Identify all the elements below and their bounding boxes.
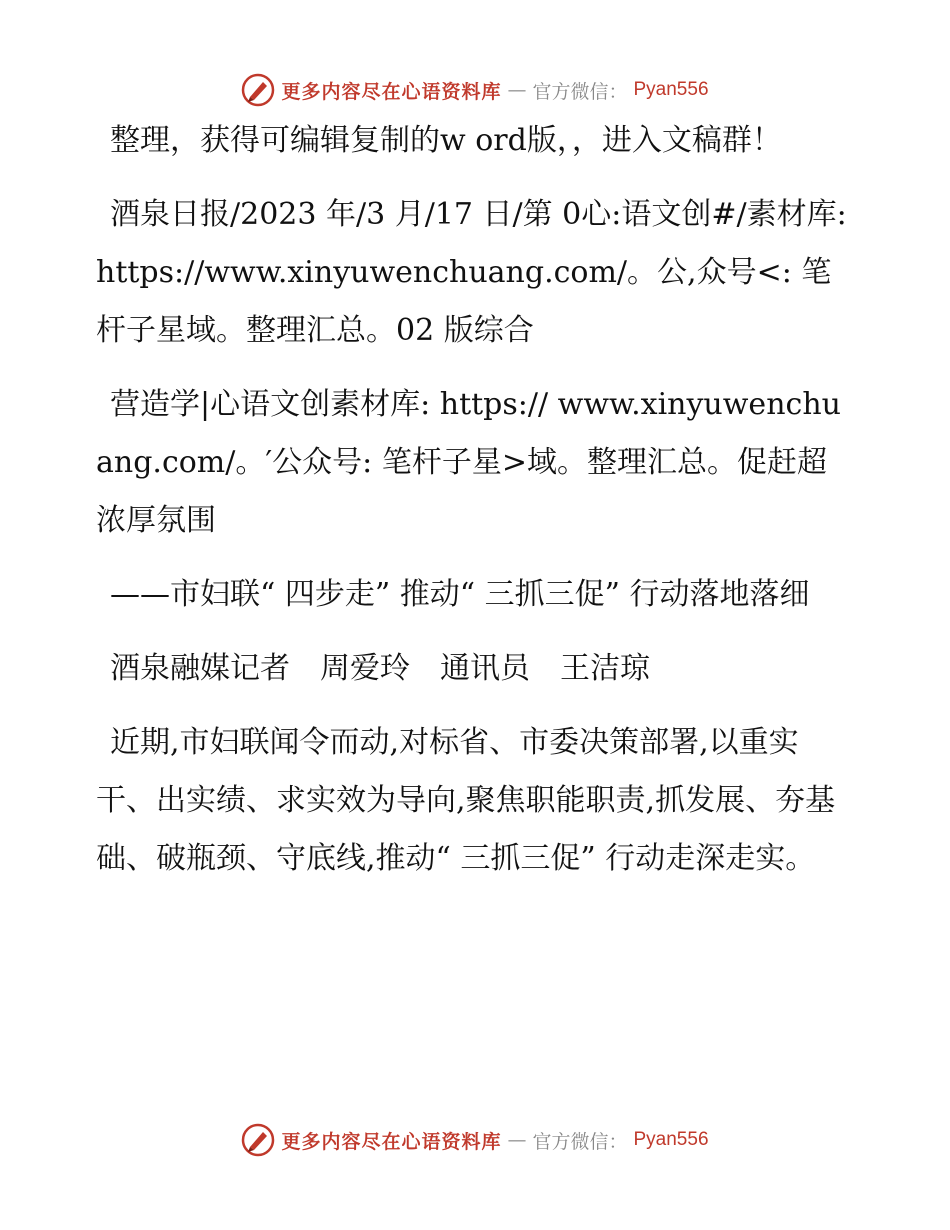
watermark-main-text: 更多内容尽在心语资料库 (281, 1130, 502, 1153)
pen-logo-icon (241, 73, 275, 107)
watermark-separator: — (507, 79, 527, 101)
paragraph-headline: 营造学|心语文创素材库: https:// www.xinyuwenchuang.com/。′公众号: 笔杆子星>域。整理汇总。促赶超浓厚氛围 (96, 387, 841, 538)
watermark-side-text: 官方微信： (532, 1130, 628, 1153)
paragraph-byline: 酒泉融媒记者 周爱玲 通讯员 王洁琼 (110, 651, 650, 686)
paragraph-intro: 整理，获得可编辑复制的w ord版，，进入文稿群！ (110, 123, 782, 158)
watermark-side-text: 官方微信： (532, 80, 628, 103)
pen-logo-icon (241, 1123, 275, 1157)
paragraph-source: 酒泉日报/2023 年/3 月/17 日/第 0心:语文创#/素材库: https://www.xinyuwenchuang.com/。公,众号<: 笔杆子星域。整理汇总。02 版综合 (96, 197, 847, 348)
document-body (96, 112, 856, 904)
paragraph-subheadline: ——市妇联“ 四步走” 推动“ 三抓三促” 行动落地落细 (110, 577, 810, 612)
watermark-separator: — (507, 1129, 527, 1151)
watermark-id: Pyan556 (633, 79, 709, 100)
paragraph-body: 近期,市妇联闻令而动,对标省、市委决策部署,以重实干、出实绩、求实效为导向,聚焦职能职责,抓发展、夯基础、破瓶颈、守底线,推动“ 三抓三促” 行动走深走实。 (96, 725, 836, 876)
footer-watermark (0, 1120, 950, 1160)
watermark-main-text: 更多内容尽在心语资料库 (281, 80, 502, 103)
watermark-id: Pyan556 (633, 1129, 709, 1150)
header-watermark (0, 70, 950, 110)
